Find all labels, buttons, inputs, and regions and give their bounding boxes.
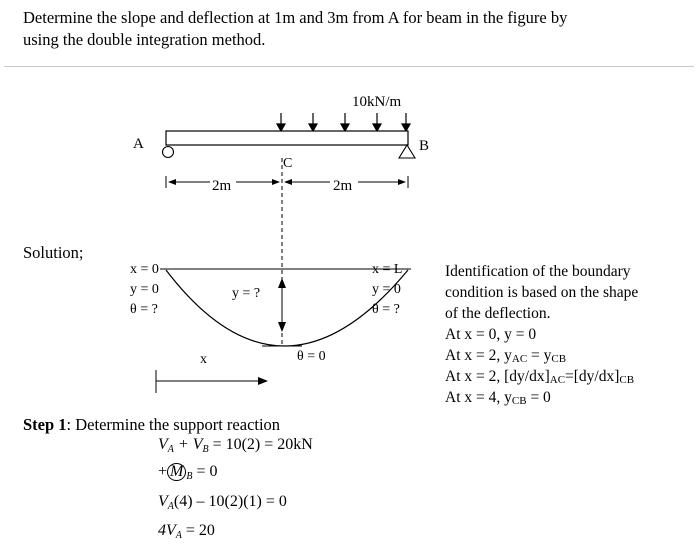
boundary-intro-2: condition is based on the shape: [445, 284, 639, 301]
left-condition-theta: θ = ?: [130, 302, 158, 317]
x-axis-label: x: [200, 352, 207, 367]
support-a-label: A: [133, 136, 144, 152]
equation-4: $4V_A = 20$: [158, 522, 215, 541]
dim-left-label: 2m: [212, 178, 232, 194]
left-condition-y: y = 0: [130, 282, 159, 297]
equation-1: $V_A + V_B = 10(2) = 20kN$: [158, 436, 313, 455]
solution-label: Solution;: [23, 243, 84, 262]
boundary-condition-1: At x = 0, y = 0: [445, 326, 537, 343]
equation-3: $V_A(4) - 10(2)(1) = 0$: [158, 493, 287, 512]
equation-2: + M $_B$ = 0: [158, 463, 218, 482]
moment-symbol: M: [167, 463, 186, 481]
boundary-condition-3: At x = 2, [dy/dx]AC=[dy/dx]CB: [445, 368, 635, 386]
dim-right-label: 2m: [333, 178, 353, 194]
step1-heading: Step 1: Determine the support reaction: [23, 415, 281, 434]
point-c-label: C: [283, 156, 293, 171]
right-condition-theta: θ = ?: [372, 302, 400, 317]
mid-theta-label: θ = 0: [297, 349, 326, 364]
left-condition-x: x = 0: [130, 262, 159, 277]
right-condition-x: x = L: [372, 262, 403, 277]
load-label: 10kN/m: [352, 94, 402, 110]
boundary-condition-2: At x = 2, yAC = yCB: [445, 347, 567, 365]
problem-line-1: Determine the slope and deflection at 1m and 3m from A for beam in the figure by: [23, 8, 568, 27]
mid-y-label: y = ?: [232, 286, 261, 301]
support-b-label: B: [419, 138, 430, 154]
boundary-intro-3: of the deflection.: [445, 305, 551, 322]
problem-line-2: using the double integration method.: [23, 30, 266, 49]
boundary-condition-4: At x = 4, yCB = 0: [445, 389, 551, 407]
boundary-intro-1: Identification of the boundary: [445, 263, 631, 280]
right-condition-y: y = 0: [372, 282, 401, 297]
